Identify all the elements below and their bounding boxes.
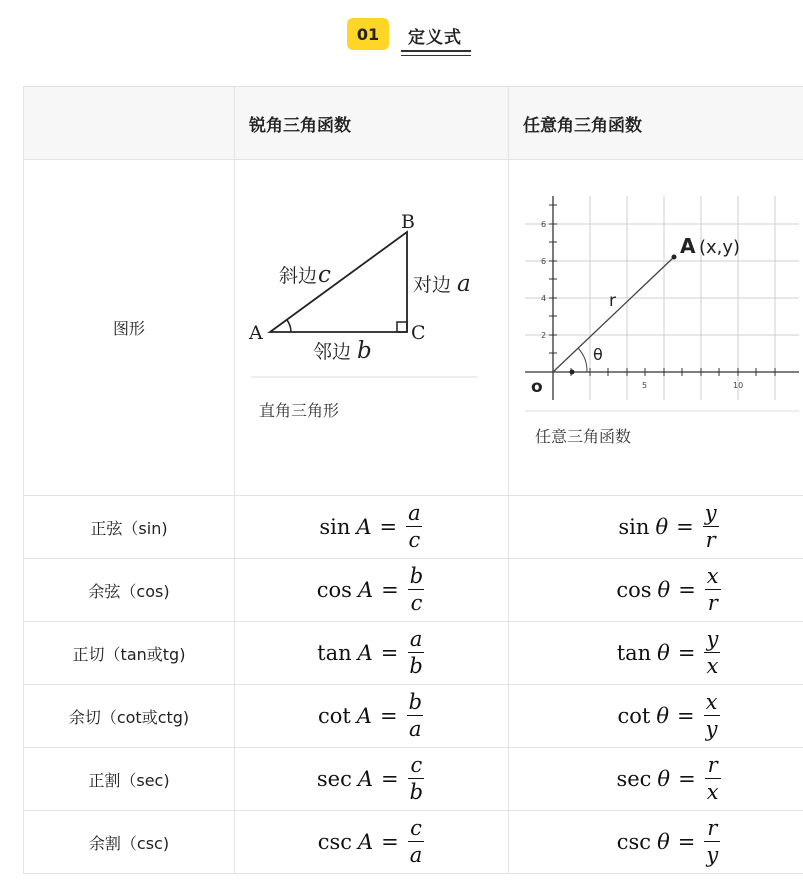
point-a-dot xyxy=(672,255,677,260)
numerator: y xyxy=(704,501,717,525)
point-coords-label: (x,y) xyxy=(699,237,741,258)
equals-sign: = xyxy=(677,641,696,665)
axis-ticks xyxy=(549,205,775,376)
denominator: a xyxy=(409,843,423,867)
equals-sign: = xyxy=(381,830,399,854)
y-tick-label: 4 xyxy=(541,294,547,303)
theta-arc xyxy=(578,348,587,372)
header-any-angle-trig: 任意角三角函数 xyxy=(509,87,803,160)
denominator: c xyxy=(410,591,423,615)
numerator: c xyxy=(410,753,423,777)
fraction xyxy=(405,503,424,551)
fn-var: θ xyxy=(657,767,671,791)
formula xyxy=(319,503,423,551)
any-formula-cell xyxy=(509,685,803,748)
fn-var: A xyxy=(356,515,372,539)
formula xyxy=(318,692,425,740)
fn-var: θ xyxy=(656,704,669,728)
denominator: x xyxy=(706,654,719,678)
trig-definition-table xyxy=(23,86,803,874)
any-formula-cell xyxy=(509,622,803,685)
right-triangle-figure xyxy=(235,160,494,491)
denominator: r xyxy=(707,591,718,615)
section-number-badge: 01 xyxy=(347,18,389,50)
equals-sign: = xyxy=(677,704,695,728)
acute-formula-cell xyxy=(235,685,509,748)
acute-formula-cell xyxy=(235,496,509,559)
fn-var: θ xyxy=(655,515,669,539)
fraction xyxy=(407,755,426,803)
denominator: y xyxy=(705,717,718,741)
equals-sign: = xyxy=(379,515,398,539)
point-a-label: A xyxy=(680,234,696,258)
section-title xyxy=(0,14,803,60)
numerator: c xyxy=(410,816,422,840)
acute-formula-cell xyxy=(235,748,509,811)
y-tick-label: 6 xyxy=(541,220,547,229)
numerator: b xyxy=(409,564,424,588)
fn-name: csc xyxy=(317,830,352,854)
origin-label: o xyxy=(531,377,543,397)
equals-sign: = xyxy=(678,767,696,791)
fn-name: cos xyxy=(616,578,652,602)
figure-row-label-cell xyxy=(24,160,235,496)
any-formula-cell xyxy=(509,559,803,622)
row-label: 正割（sec) xyxy=(88,770,170,790)
header-acute-trig: 锐角三角函数 xyxy=(235,87,509,160)
fn-name: sin xyxy=(618,515,650,539)
fn-var: A xyxy=(356,704,372,728)
numerator: y xyxy=(706,627,719,651)
row-label-cell xyxy=(24,811,235,874)
formula xyxy=(617,818,721,866)
table-row xyxy=(24,748,803,811)
fraction xyxy=(702,503,720,551)
vertex-b-label: B xyxy=(401,211,415,233)
formula xyxy=(617,629,722,677)
table-row xyxy=(24,811,803,874)
fn-name: sin xyxy=(319,515,351,539)
triangle-caption: 直角三角形 xyxy=(259,401,340,420)
fn-name: cot xyxy=(617,704,651,728)
row-label: 余切（cot或ctg) xyxy=(68,707,190,727)
unit-dot xyxy=(570,370,575,375)
equals-sign: = xyxy=(381,578,399,602)
fn-var: θ xyxy=(657,830,670,854)
numerator: r xyxy=(707,753,718,777)
table-row xyxy=(24,685,803,748)
fraction xyxy=(703,818,721,866)
fraction xyxy=(704,566,722,614)
title-underline-thin xyxy=(401,55,471,56)
fn-var: A xyxy=(358,830,374,854)
fn-name: cos xyxy=(316,578,352,602)
fn-var: θ xyxy=(657,578,671,602)
y-tick-label: 2 xyxy=(541,331,547,340)
table-header-row xyxy=(24,87,803,160)
equals-sign: = xyxy=(379,704,398,728)
denominator: r xyxy=(705,528,716,552)
hypotenuse-text: 斜边 xyxy=(279,265,318,287)
row-label: 余割（csc) xyxy=(88,833,170,853)
denominator: x xyxy=(706,780,719,804)
numerator: a xyxy=(409,627,423,651)
numerator: x xyxy=(706,564,719,588)
fraction xyxy=(407,818,426,866)
denominator: b xyxy=(409,654,423,678)
equals-sign: = xyxy=(381,767,399,791)
equals-sign: = xyxy=(380,641,399,665)
row-label: 余弦（cos) xyxy=(88,581,170,601)
acute-formula-cell xyxy=(235,811,509,874)
adjacent-text: 邻边 xyxy=(313,341,352,363)
formula xyxy=(318,818,426,866)
row-label-cell xyxy=(24,748,235,811)
row-label-cell xyxy=(24,622,235,685)
right-triangle-cell xyxy=(235,160,509,496)
numerator: a xyxy=(408,501,421,525)
fraction xyxy=(406,692,425,740)
row-label: 正切（tan或tg) xyxy=(72,644,186,664)
theta-label: θ xyxy=(593,345,603,364)
fraction xyxy=(704,755,722,803)
adjacent-var: b xyxy=(357,338,372,364)
fn-name: cot xyxy=(317,704,351,728)
x-tick-label: 10 xyxy=(733,381,744,390)
equals-sign: = xyxy=(676,515,694,539)
x-tick-label: 5 xyxy=(642,381,648,390)
formula xyxy=(616,755,721,803)
formula xyxy=(317,566,426,614)
formula xyxy=(317,629,426,677)
equals-sign: = xyxy=(678,578,696,602)
section-title-text: 定义式 xyxy=(408,28,462,48)
denominator: a xyxy=(409,717,422,741)
fn-var: A xyxy=(357,767,374,791)
hypotenuse-var: c xyxy=(318,262,331,288)
fraction xyxy=(407,566,426,614)
any-formula-cell xyxy=(509,811,803,874)
y-tick-label: 6 xyxy=(541,257,547,266)
title-underline xyxy=(401,50,471,52)
vertex-c-label: C xyxy=(411,322,426,344)
coordinate-caption: 任意三角函数 xyxy=(535,427,632,446)
opposite-text: 对边 xyxy=(413,274,452,296)
numerator: x xyxy=(705,690,718,714)
table-row xyxy=(24,496,803,559)
fraction xyxy=(703,692,721,740)
row-label: 正弦（sin) xyxy=(90,518,168,538)
coordinate-plane-cell xyxy=(509,160,803,496)
fn-name: sec xyxy=(316,767,352,791)
grid-lines xyxy=(525,196,799,400)
acute-formula-cell xyxy=(235,622,509,685)
formula xyxy=(616,566,721,614)
fn-var: A xyxy=(357,578,374,602)
numerator: r xyxy=(707,816,718,840)
fn-name: tan xyxy=(317,641,352,665)
denominator: c xyxy=(408,528,421,552)
radius-label: r xyxy=(609,291,616,311)
equals-sign: = xyxy=(677,830,696,854)
denominator: y xyxy=(706,843,719,867)
right-angle-mark xyxy=(397,322,407,332)
radius-line xyxy=(553,257,674,372)
fn-name: tan xyxy=(616,641,652,665)
denominator: b xyxy=(409,780,424,804)
fraction xyxy=(703,629,721,677)
table-row xyxy=(24,559,803,622)
row-label-cell xyxy=(24,559,235,622)
fn-var: A xyxy=(357,641,373,665)
figure-row-label: 图形 xyxy=(112,319,145,338)
fn-var: θ xyxy=(657,641,670,665)
acute-formula-cell xyxy=(235,559,509,622)
table-row xyxy=(24,622,803,685)
numerator: b xyxy=(408,690,423,714)
figure-row xyxy=(24,160,803,496)
fn-name: csc xyxy=(616,830,652,854)
row-label-cell xyxy=(24,685,235,748)
any-formula-cell xyxy=(509,748,803,811)
angle-arc-a xyxy=(287,320,291,332)
opposite-var: a xyxy=(457,271,471,297)
fraction xyxy=(406,629,425,677)
row-label-cell xyxy=(24,496,235,559)
formula xyxy=(317,755,426,803)
formula xyxy=(618,503,719,551)
coordinate-plane-figure xyxy=(509,160,803,491)
fn-name: sec xyxy=(616,767,652,791)
vertex-a-label: A xyxy=(249,322,263,344)
any-formula-cell xyxy=(509,496,803,559)
header-cell-empty xyxy=(24,87,235,160)
formula xyxy=(618,692,721,740)
